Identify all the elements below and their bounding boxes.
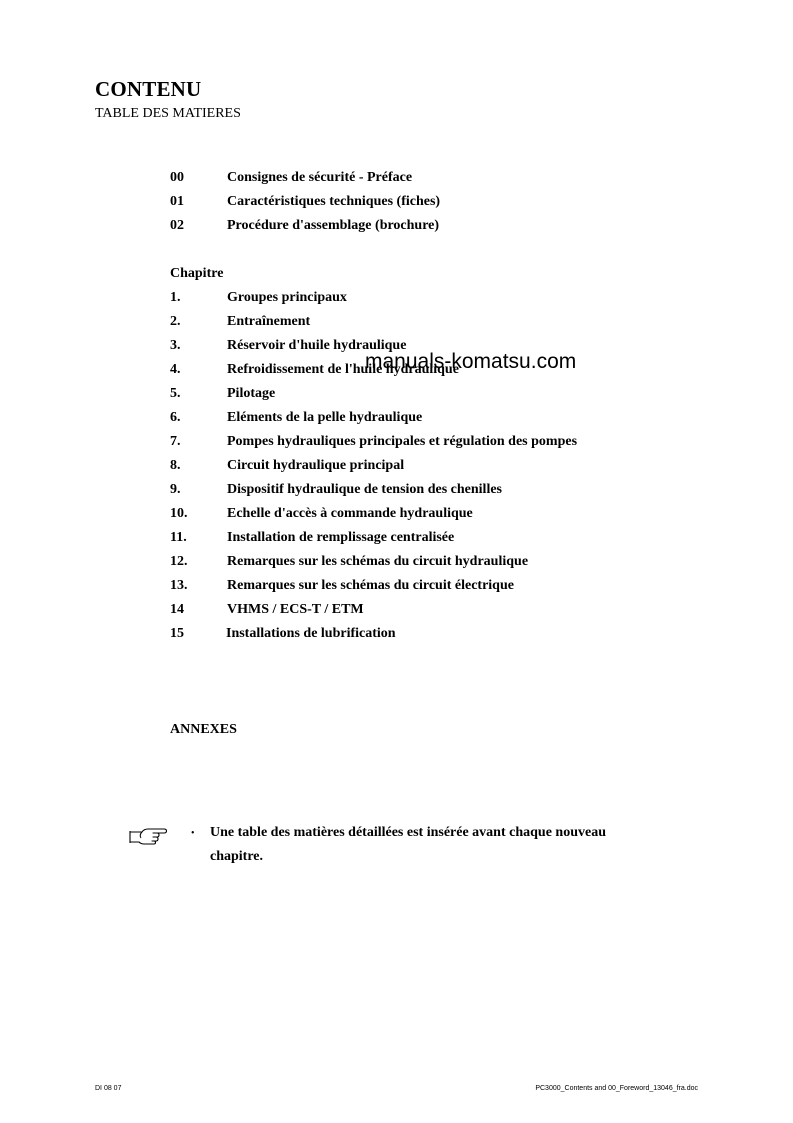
- note-text: [210, 821, 690, 869]
- toc-row: [170, 454, 690, 478]
- toc-title: Pompes hydrauliques principales et régulation des pompes: [227, 434, 578, 449]
- toc-row: [170, 526, 690, 550]
- toc-row: [170, 430, 690, 454]
- toc-row: [170, 406, 690, 430]
- page-title: CONTENU: [95, 77, 202, 101]
- chapter-list: [170, 286, 690, 646]
- page-subtitle: TABLE DES MATIERES: [95, 106, 241, 121]
- toc-number: 01: [170, 194, 184, 209]
- toc-number: 13.: [170, 578, 188, 593]
- toc-title: Remarques sur les schémas du circuit hydraulique: [227, 554, 529, 569]
- toc-title: Pilotage: [227, 386, 276, 401]
- note-line-2: chapitre.: [210, 849, 264, 864]
- note-bullet: •: [191, 828, 195, 839]
- toc-title: Procédure d'assemblage (brochure): [227, 218, 440, 233]
- toc-number: 14: [170, 602, 184, 617]
- toc-row: [170, 478, 690, 502]
- toc-number: 2.: [170, 314, 181, 329]
- toc-title: Remarques sur les schémas du circuit électrique: [227, 578, 514, 593]
- toc-row: [170, 382, 690, 406]
- toc-row: [170, 502, 690, 526]
- watermark-link[interactable]: manuals-komatsu.com: [365, 350, 577, 373]
- toc-title: Eléments de la pelle hydraulique: [227, 410, 423, 425]
- toc-number: 3.: [170, 338, 181, 353]
- toc-number: 7.: [170, 434, 181, 449]
- toc-row: [170, 550, 690, 574]
- pointing-hand-icon: [128, 823, 170, 847]
- toc-number: 4.: [170, 362, 181, 377]
- toc-title: Entraînement: [227, 314, 311, 329]
- toc-title: Caractéristiques techniques (fiches): [227, 194, 441, 209]
- toc-title: Refroidissement de l'huile hydraulique: [227, 362, 459, 377]
- toc-number: 15: [170, 626, 184, 641]
- toc-title: Réservoir d'huile hydraulique: [227, 338, 407, 353]
- toc-number: 10.: [170, 506, 188, 521]
- chapters-heading: Chapitre: [170, 266, 224, 281]
- preface-list: [170, 166, 690, 238]
- toc-row: [170, 310, 690, 334]
- footer-date: DI 08 07: [95, 1085, 122, 1092]
- toc-number: 8.: [170, 458, 181, 473]
- toc-title: Consignes de sécurité - Préface: [227, 170, 413, 185]
- footer-filename: PC3000_Contents and 00_Foreword_13046_fra.doc: [535, 1085, 698, 1092]
- annexes-heading: ANNEXES: [170, 722, 237, 737]
- toc-number: 11.: [170, 530, 187, 545]
- toc-title: Groupes principaux: [227, 290, 347, 305]
- toc-row: [170, 574, 690, 598]
- toc-title: Circuit hydraulique principal: [227, 458, 405, 473]
- toc-number: 5.: [170, 386, 181, 401]
- toc-row: [170, 214, 690, 238]
- toc-row: [170, 286, 690, 310]
- toc-row: [170, 166, 690, 190]
- toc-row: [170, 190, 690, 214]
- toc-title: Dispositif hydraulique de tension des chenilles: [227, 482, 502, 497]
- toc-title: Installations de lubrification: [226, 626, 396, 641]
- toc-row: [170, 622, 690, 646]
- toc-number: 00: [170, 170, 184, 185]
- toc-title: Installation de remplissage centralisée: [227, 530, 455, 545]
- toc-number: 02: [170, 218, 184, 233]
- toc-title: VHMS / ECS-T / ETM: [227, 602, 364, 617]
- toc-number: 1.: [170, 290, 181, 305]
- note-line-1: Une table des matières détaillées est insérée avant chaque nouveau: [210, 825, 606, 840]
- toc-number: 6.: [170, 410, 181, 425]
- toc-row: [170, 598, 690, 622]
- toc-number: 12.: [170, 554, 188, 569]
- toc-number: 9.: [170, 482, 181, 497]
- toc-title: Echelle d'accès à commande hydraulique: [227, 506, 473, 521]
